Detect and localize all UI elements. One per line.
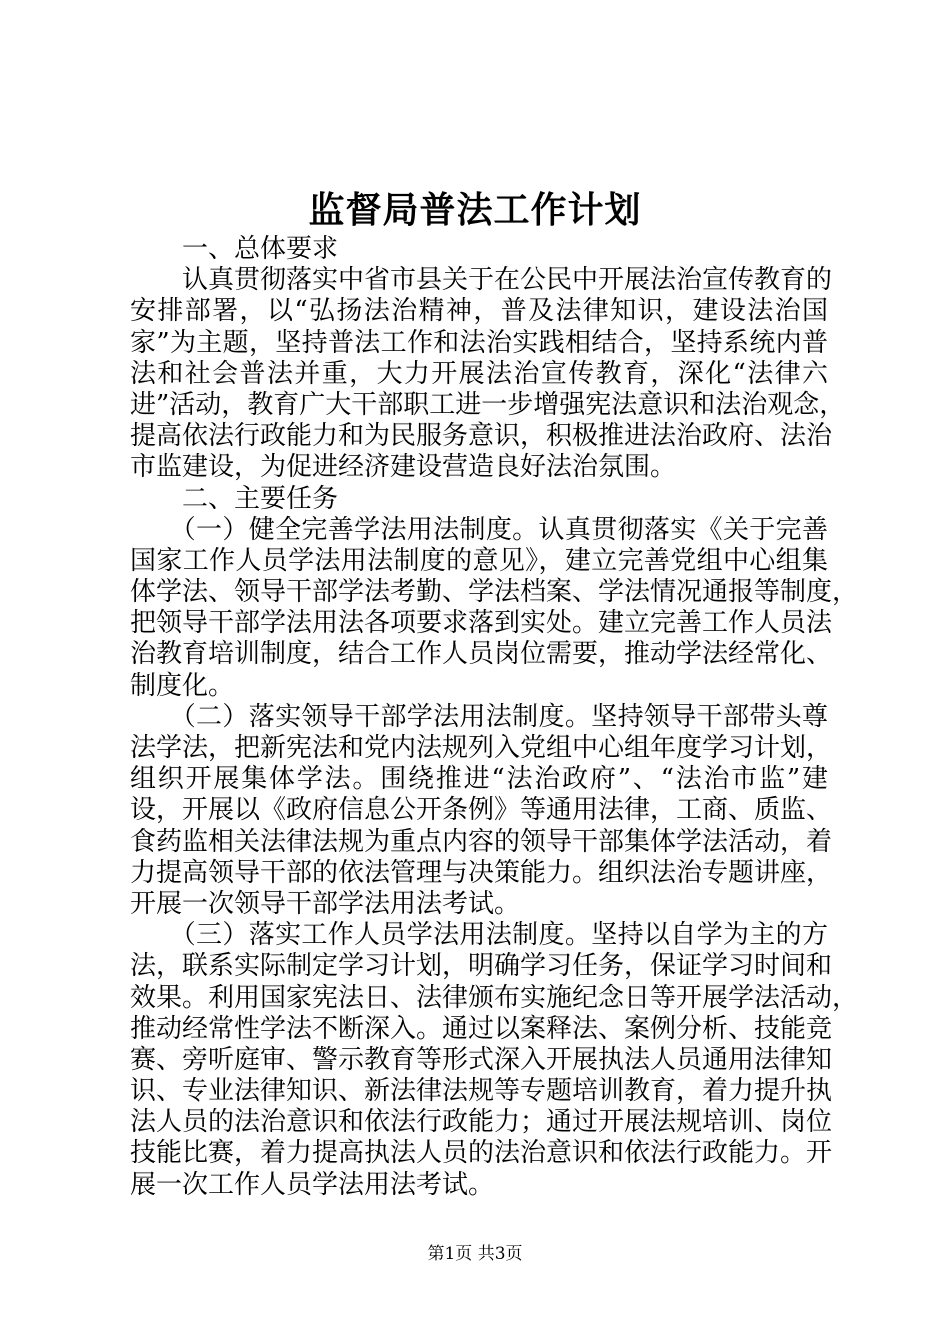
document-body [130,234,859,1201]
paragraph-line: 设，开展以《政府信息公开条例》等通用法律，工商、质监、 [130,795,833,826]
heading-general-requirements: 一、总体要求 [130,234,339,264]
heading-main-tasks: 二、主要任务 [130,483,339,514]
paragraph-line: 国家工作人员学法用法制度的意见》，建立完善党组中心组集 [130,545,828,576]
paragraph-line: 提高依法行政能力和为民服务意识，积极推进法治政府、法治 [130,421,833,452]
paragraph-line: 进”活动，教育广大干部职工进一步增强宪法意识和法治观念， [130,389,846,420]
paragraph-line: 安排部署，以“弘扬法治精神，普及法律知识，建设法治国 [130,296,828,327]
document-title: 监督局普法工作计划 [308,189,642,231]
paragraph-line: 认真贯彻落实中省市县关于在公民中开展法治宣传教育的 [130,265,833,296]
paragraph-line: 开展一次领导干部学法用法考试。 [130,888,521,919]
paragraph-line: 法人员的法治意识和依法行政能力；通过开展法规培训、岗位 [130,1107,833,1138]
paragraph-line: 把领导干部学法用法各项要求落到实处。建立完善工作人员法 [130,608,833,639]
paragraph-line: 体学法、领导干部学法考勤、学法档案、学法情况通报等制度， [130,577,859,608]
paragraph-line: 市监建设，为促进经济建设营造良好法治氛围。 [130,452,677,483]
paragraph-line: 推动经常性学法不断深入。通过以案释法、案例分析、技能竞 [130,1013,833,1044]
paragraph-line: （一）健全完善学法用法制度。认真贯彻落实《关于完善 [130,514,828,545]
paragraph-line: 力提高领导干部的依法管理与决策能力。组织法治专题讲座， [130,857,833,888]
paragraph-line: 食药监相关法律法规为重点内容的领导干部集体学法活动，着 [130,826,833,857]
paragraph-line: （二）落实领导干部学法用法制度。坚持领导干部带头尊 [130,701,828,732]
paragraph-line: 家”为主题，坚持普法工作和法治实践相结合，坚持系统内普 [130,327,828,358]
paragraph-line: 法，联系实际制定学习计划，明确学习任务，保证学习时间和 [130,951,833,982]
paragraph-line: 法和社会普法并重，大力开展法治宣传教育，深化“法律六 [130,358,828,389]
paragraph-line: 组织开展集体学法。围绕推进“法治政府”、“法治市监”建 [130,764,828,795]
paragraph-line: 识、专业法律知识、新法律法规等专题培训教育，着力提升执 [130,1076,833,1107]
paragraph-line: 效果。利用国家宪法日、法律颁布实施纪念日等开展学法活动， [130,982,859,1013]
paragraph-line: 展一次工作人员学法用法考试。 [130,1169,495,1200]
paragraph-line: （三）落实工作人员学法用法制度。坚持以自学为主的方 [130,920,828,951]
paragraph-line: 赛、旁听庭审、警示教育等形式深入开展执法人员通用法律知 [130,1044,833,1075]
paragraph-line: 法学法，把新宪法和党内法规列入党组中心组年度学习计划， [130,733,833,763]
page-number-footer: 第1页 共3页 [427,1244,523,1264]
paragraph-line: 治教育培训制度，结合工作人员岗位需要，推动学法经常化、 [130,639,833,670]
paragraph-line: 技能比赛，着力提高执法人员的法治意识和依法行政能力。开 [130,1138,833,1169]
paragraph-line: 制度化。 [130,670,235,701]
